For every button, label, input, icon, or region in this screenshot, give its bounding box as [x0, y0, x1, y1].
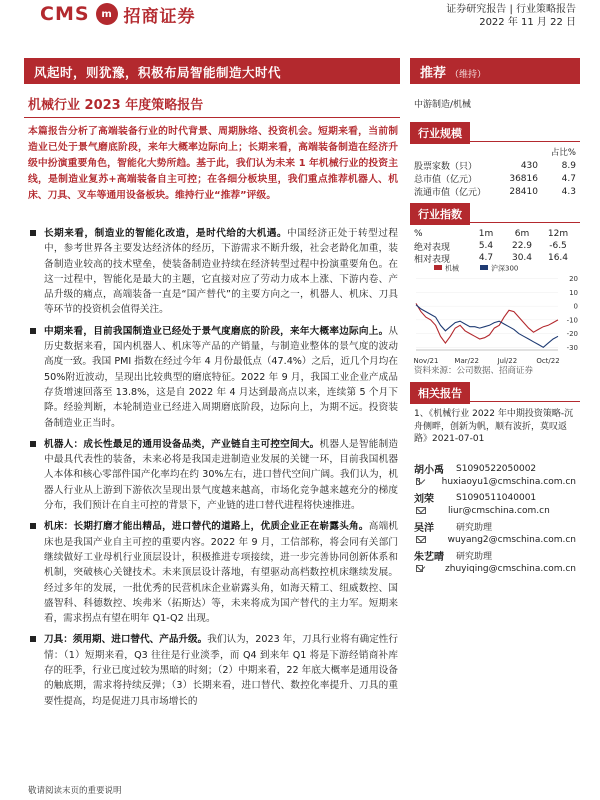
row-value: 36816 [509, 173, 538, 184]
mail-icon [416, 565, 423, 572]
page-header [0, 0, 600, 40]
sector-label: 中游制造/机械 [414, 100, 472, 110]
company-logo [40, 2, 196, 26]
bullet-square-icon [30, 636, 36, 642]
col-header: 6m [514, 229, 530, 239]
row-value: 22.9 [511, 241, 533, 251]
analyst-email[interactable]: liur@cmschina.com.cn [448, 505, 550, 516]
mail-icon [416, 478, 420, 485]
bullet-lead: 长期来看，制造业的智能化改造，是时代给的大机遇。 [44, 228, 288, 239]
scale-table-header: 占比% [550, 148, 576, 158]
analyst-entry [414, 491, 576, 517]
bullet-lead: 中期来看，目前我国制造业已经处于景气度磨底的阶段，来年大概率边际向上。 [44, 325, 389, 337]
table-header-row [414, 228, 576, 240]
analyst-list [414, 462, 576, 578]
analyst-name: 刘荣 [414, 494, 434, 505]
row-value: 16.4 [547, 253, 569, 263]
y-tick-label: 0 [573, 302, 578, 311]
mail-icon [416, 536, 426, 543]
col-header: 12m [547, 229, 569, 239]
bullet-body: 中国经济正处于转型过程中，参考世界各主要发达经济体的经历，下游需求不断升级，社会老龄化加重，装备制造业较高的技术壁垒，使装备制造业持续在经济转型过程中扮演重要角色。在这一过程中，智能化是最大的主题，它直接对应了劳动力成本上涨、下游内卷、产品升级的痛点，高端装备一直是“国产替代”的主要方向之一，机器人、机床、刀具等环节的投资机会值得关注。 [44, 228, 399, 316]
row-pct: 4.3 [561, 186, 576, 197]
bullet-item [28, 519, 398, 626]
analyst-entry [414, 549, 576, 575]
logo-en: CMS [40, 3, 90, 25]
legend-swatch [480, 265, 488, 270]
row-name: 流通市值（亿元） [414, 188, 487, 198]
col-header: 1m [478, 229, 494, 239]
analyst-email[interactable]: wuyang2@cmschina.com.cn [447, 534, 576, 545]
table-row [414, 172, 576, 185]
related-report-link[interactable]: 1、《机械行业 2022 年中期投资策略-沉舟侧畔，创新为帆，顺有波折，莫叹返路》2021-07-01 [414, 409, 574, 444]
y-tick-label: -30 [566, 343, 578, 352]
headline-banner: 风起时，则犹豫，积极布局智能制造大时代 [24, 58, 400, 84]
bullet-body: 从历史数据来看，国内机器人、机床等产品的产销量，与制造业整体的景气度的波动高度一致。我国 PMI 指数在经过今年 4 月份最低点（47.4%）之后，近几个月均在 50%附近波动，呈现出比较典型的磨底特征。2022 年 9 月，我国工业企业产成品存货增速回落至 13.8%，这是自 2022 年 4 月达到最高点以来，连续第 5 个月下降。经验判断，本轮制造业已经进入周期磨底阶段，边际向上，为期不远。投资装备制造业正当时。 [44, 325, 398, 429]
bullet-lead: 刀具：须用期、进口替代、产品升级。 [44, 634, 208, 646]
analyst-id: S1090522050002 [456, 463, 537, 474]
x-tick-label: Jul/22 [497, 357, 518, 365]
analyst-name: 胡小禹 [414, 465, 444, 476]
row-pct: 4.7 [561, 173, 576, 184]
analyst-id: S1090511040001 [456, 492, 537, 503]
row-value: -6.5 [549, 241, 567, 251]
report-title: 机械行业 2023 年度策略报告 [28, 98, 204, 113]
row-value: 30.4 [511, 253, 533, 263]
x-tick-label: Nov/21 [413, 357, 439, 365]
document-date: 2022 年 11 月 22 日 [479, 17, 576, 28]
bullet-square-icon [30, 230, 36, 236]
title-divider [24, 117, 400, 118]
summary-paragraph: 本篇报告分析了高端装备行业的时代背景、周期脉络、投资机会。短期来看，当前制造业已处于景气磨底阶段，来年大概率边际向上；长期来看，高端装备制造在经济升级中扮演重要角色，智能化大势所趋。基于此，我们认为未来 1 年机械行业的投资主线，是制造业复苏+高端装备自主可控；在各细分板块里，我们重点推荐机器人、机床、刀具、叉车等通用设备板块。维持行业“推荐”评级。 [28, 126, 398, 201]
bullet-square-icon [30, 328, 36, 334]
series-line [416, 305, 558, 348]
analyst-email[interactable]: huxiaoyu1@cmschina.com.cn [441, 476, 576, 487]
bullet-body: 机器人是智能制造中最具代表性的装备，未来必将是我国走进制造业发展的关键一环，目前我国机器人本体和核心零部件国产化率均在约 30%左右，进口替代空间广阔。我们认为，机器人行业从上游到下游依次呈现出景气度越来越高，市场化竞争越来越充分的梯度分布，我们预计在自主可控的背景下，产业链的进口替代进程将快速推进。 [44, 438, 399, 512]
section-index-header [410, 203, 580, 223]
analyst-entry [414, 520, 576, 546]
row-name: 绝对表现 [414, 242, 451, 253]
section-title: 行业规模 [410, 122, 470, 144]
table-row [414, 185, 576, 198]
bullet-list [28, 226, 398, 715]
document-type: 证券研究报告 | 行业策略报告 [446, 4, 576, 15]
legend-label: 机械 [445, 264, 459, 273]
row-value: 5.4 [478, 241, 494, 251]
row-value: 28410 [509, 186, 538, 197]
bullet-body: 我们认为，2023 年，刀具行业将有确定性行情：（1）短期来看，Q3 往往是行业淡季，而 Q4 到来年 Q1 将是下游经销商补库存的旺季，行业已度过较为黑暗的时刻；（2）中期来看，22 年底大概率是通用设备的触底期，需求将持续反弹；（3）长期来看，进口替代、数控化率提升、刀具的重要性提高，均是促进刀具市场增长的 [44, 634, 398, 707]
col-header: % [414, 229, 423, 239]
analyst-name: 朱艺晴 [414, 552, 444, 563]
bullet-square-icon [30, 441, 36, 447]
scale-table [414, 146, 576, 198]
bullet-body: 高端机床也是我国产业自主可控的重要内容。2022 年 9 月，工信部称，将会同有关部门继续做好工业母机行业顶层设计，积极推进专项接续，进一步完善协同创新体系和机制，突破核心关键技术。未来顶层设计落地，有望驱动高档数控机床继续发展。经过多年的发展，一批优秀的民营机床企业崭露头角，如海天精工、纽威数控、国盛智科、科德数控、埃弗米（拓斯达）等，未来将成为国产替代的主力军。短期来看，需求拐点有望在明年 Q1-Q2 出现。 [44, 521, 399, 625]
legend-swatch [434, 265, 442, 270]
table-row [414, 240, 576, 252]
row-name: 股票家数（只） [414, 162, 478, 172]
bullet-item [28, 226, 398, 318]
logo-cn: 招商证券 [123, 6, 196, 27]
y-tick-label: 20 [569, 275, 578, 284]
row-value: 430 [520, 160, 538, 171]
rating-bar [410, 58, 580, 84]
bullet-item [28, 324, 398, 431]
row-name: 总市值（亿元） [414, 175, 478, 185]
analyst-name: 吴洋 [414, 523, 434, 534]
section-scale-header [410, 122, 580, 142]
bullet-item [28, 437, 398, 513]
chart-source: 资料来源：公司数据、招商证券 [414, 366, 534, 376]
series-line [416, 303, 558, 343]
y-tick-label: 10 [569, 288, 578, 297]
analyst-id: 研究助理 [456, 552, 493, 562]
section-title: 相关报告 [410, 382, 470, 404]
section-related-header [410, 382, 580, 402]
x-tick-label: Mar/22 [454, 357, 479, 365]
related-report-list [414, 408, 576, 446]
analyst-id: 研究助理 [456, 523, 493, 533]
row-name: 相对表现 [414, 254, 451, 265]
logo-emblem-icon: m [96, 3, 118, 25]
bullet-lead: 机床：长期打磨才能出精品，进口替代的道路上，优质企业正在崭露头角。 [44, 521, 369, 533]
rating-label: 推荐 [420, 66, 447, 81]
analyst-entry [414, 462, 576, 488]
mail-icon [416, 507, 426, 514]
bullet-square-icon [30, 523, 36, 529]
bullet-item [28, 632, 398, 708]
bullet-lead: 机器人：成长性最足的通用设备品类，产业链自主可控空间大。 [44, 438, 320, 450]
section-title: 行业指数 [410, 203, 470, 225]
rating-sub: （维持） [450, 70, 487, 80]
table-row [414, 159, 576, 172]
analyst-email[interactable]: zhuyiqing@cmschina.com.cn [445, 563, 576, 574]
y-tick-label: -20 [566, 330, 578, 339]
page-footer: 敬请阅读末页的重要说明 [28, 786, 122, 796]
index-line-chart [410, 262, 580, 366]
x-tick-label: Oct/22 [536, 357, 560, 365]
index-table [414, 228, 576, 264]
row-value: 4.7 [478, 253, 494, 263]
row-pct: 8.9 [561, 160, 576, 171]
legend-label: 沪深300 [491, 264, 519, 273]
y-tick-label: -10 [566, 316, 578, 325]
